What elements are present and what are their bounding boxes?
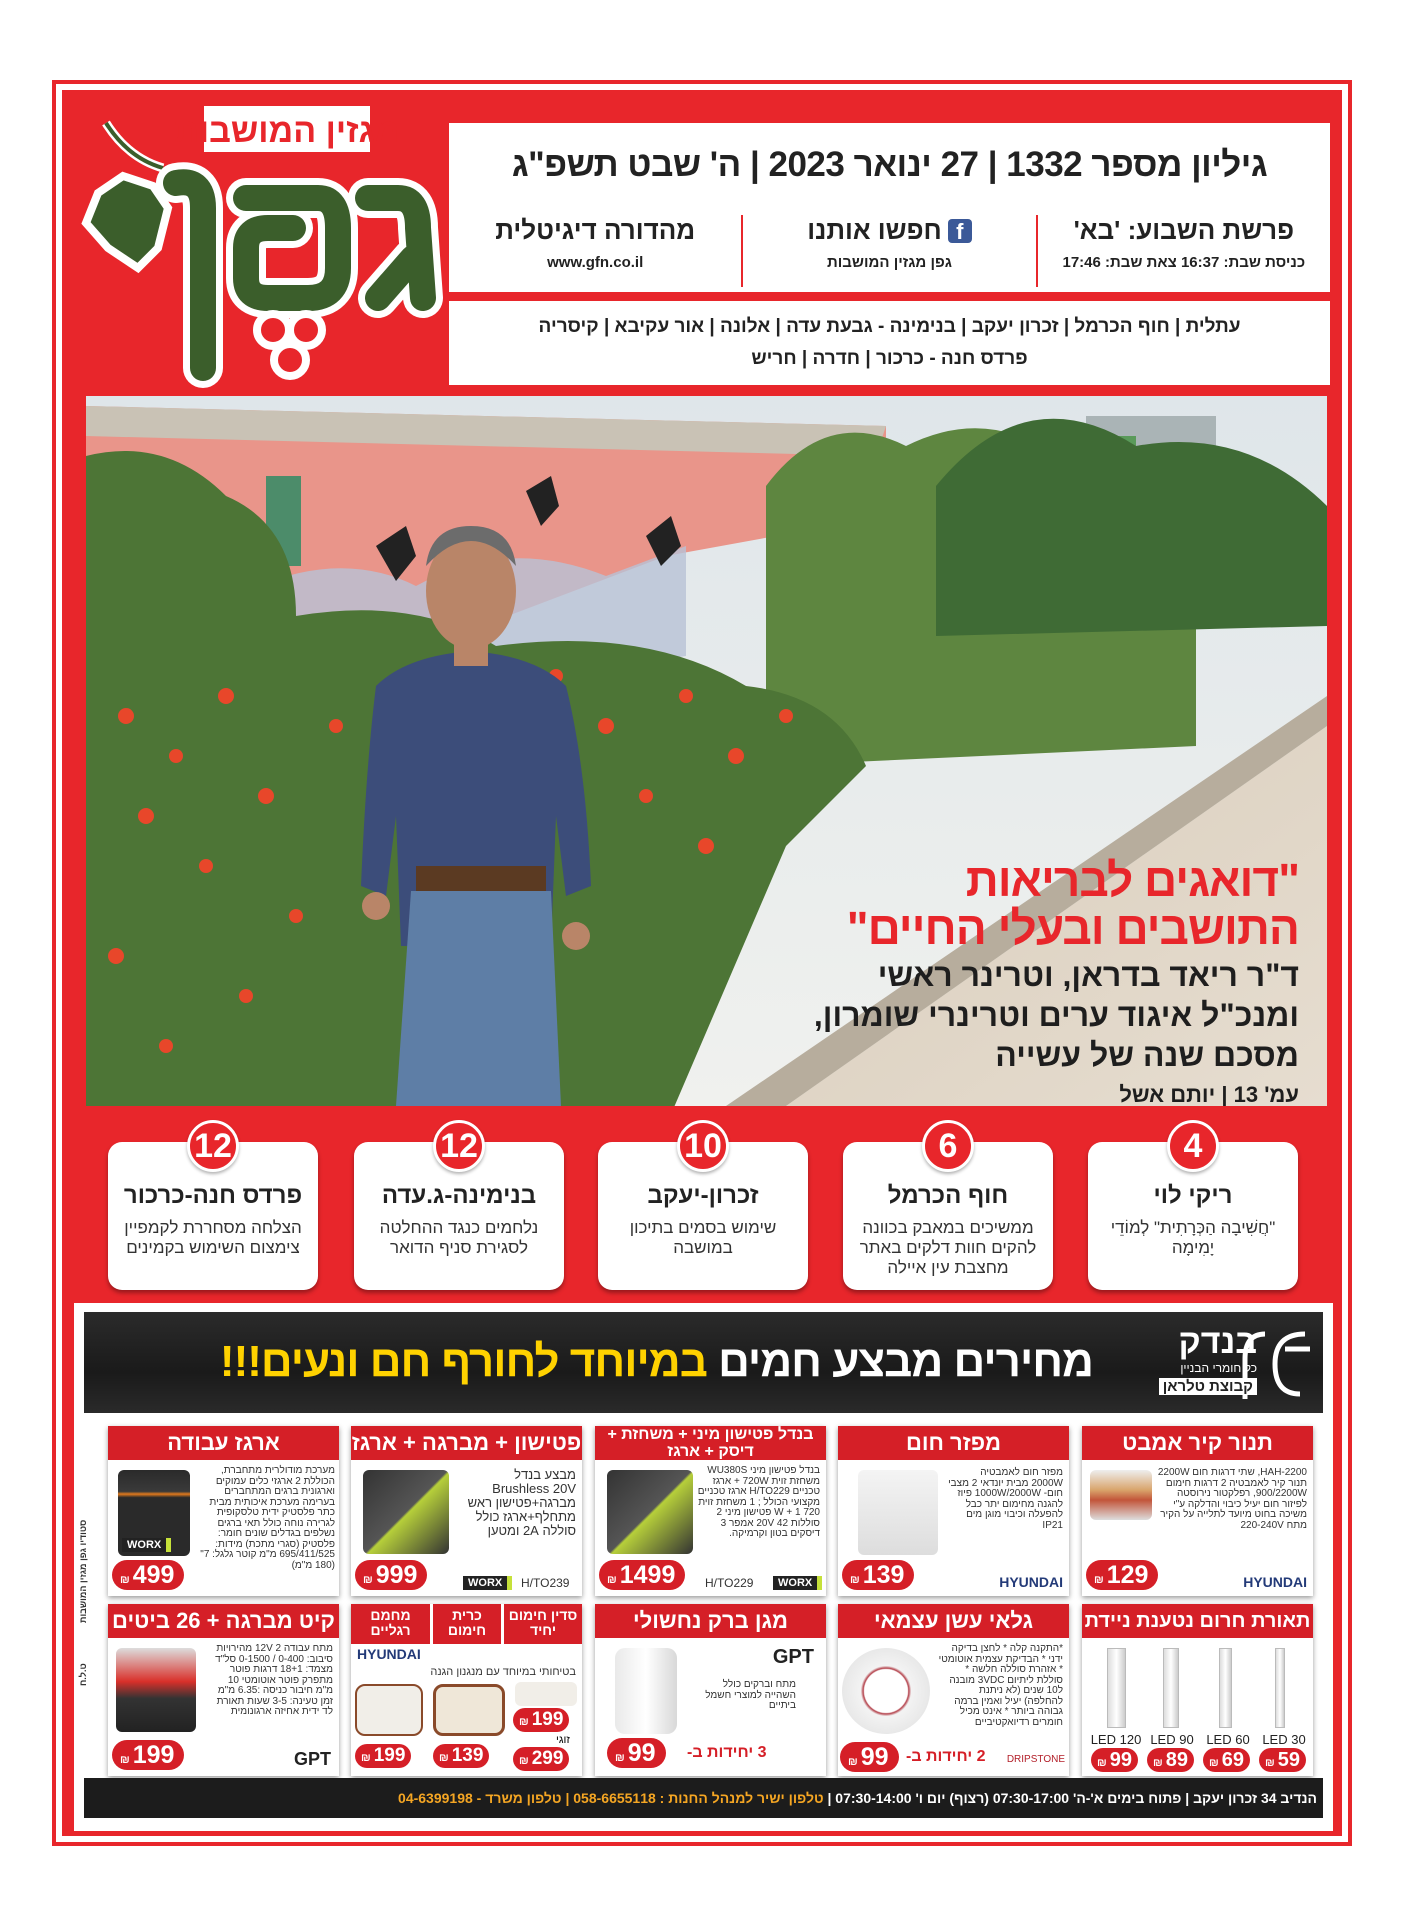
worx-logo: WORX bbox=[463, 1576, 512, 1590]
price-value: 299 bbox=[531, 1748, 564, 1769]
price-tag bbox=[112, 1560, 184, 1590]
teaser-card[interactable] bbox=[598, 1127, 808, 1290]
product-card[interactable] bbox=[838, 1426, 1069, 1596]
teaser-title: חוף הכרמל bbox=[887, 1182, 1009, 1209]
smoke-detector-image bbox=[842, 1648, 930, 1734]
product-description: *התקנה קלה * לחצן בדיקה ידני * הבדיקת עצמית אוטומטי * אזהרת סוללה חלשה * סוללת ליתיום 3VDC מובנה ל10 שנים (לא ניתנת להחלפה) יעיל ואמין ברמה גבוהה ביותר * אינט מכיל חומרים רדיואקטיביים bbox=[938, 1643, 1063, 1728]
product-title: כרית חימום bbox=[433, 1604, 501, 1644]
bandak-logo-group: קבוצת טלראן bbox=[1159, 1378, 1257, 1395]
drill-kit-image bbox=[116, 1648, 196, 1732]
product-description: HAH-2200, שתי דרגות חום 2200W תנור קיר לאמבטיה 2 דרגות חימום 900/2200W, רפלקטור נירוסטה לפיזור חום יעיל כיבוי והדלקה ע"י משיכה בחוט מיועד לתלייה על הקיר מתח 220-240V bbox=[1157, 1467, 1307, 1531]
price-value: 199 bbox=[531, 1709, 564, 1730]
product-title: ארגז עבודה bbox=[108, 1426, 339, 1460]
shekel-sign: ₪ bbox=[615, 1752, 625, 1764]
teaser-text: נלחמים כנגד ההחלטה לסגירת סניף הדואר bbox=[379, 1218, 539, 1257]
banner-slogan-white: מחירים מבצע חמים bbox=[718, 1337, 1093, 1386]
price-tag bbox=[1147, 1748, 1194, 1772]
teaser-title: ריקי לוי bbox=[1153, 1182, 1233, 1209]
product-card[interactable] bbox=[351, 1426, 582, 1596]
product-card[interactable] bbox=[1082, 1604, 1313, 1776]
ad-code: ט.ל.ח bbox=[78, 1663, 88, 1686]
shekel-sign: ₪ bbox=[120, 1574, 130, 1586]
hyundai-logo: HYUNDAI bbox=[1243, 1574, 1307, 1590]
price-value: 199 bbox=[373, 1745, 406, 1766]
surge-protector-image bbox=[615, 1648, 677, 1734]
product-card[interactable] bbox=[108, 1604, 339, 1776]
parasha-column bbox=[1036, 215, 1330, 287]
hyundai-logo: HYUNDAI bbox=[999, 1574, 1063, 1590]
product-title: תאורת חרום נטענת ניידת bbox=[1082, 1604, 1313, 1638]
teaser-card[interactable] bbox=[108, 1127, 318, 1290]
teaser-card[interactable] bbox=[354, 1127, 564, 1290]
tools-image bbox=[363, 1470, 449, 1554]
price-value: 139 bbox=[451, 1745, 484, 1766]
price-tag bbox=[355, 1744, 411, 1768]
product-description: מבצע בנדל Brushless 20V מברגה+פטישון ראש מתחלף+ארגז כולל סוללה 2A ומטען bbox=[467, 1467, 576, 1538]
product-title: מחמם רגליים bbox=[351, 1604, 430, 1644]
shekel-sign: ₪ bbox=[361, 1752, 371, 1764]
shekel-sign: ₪ bbox=[1265, 1757, 1275, 1769]
teaser-title: פרדס חנה-כרכור bbox=[123, 1182, 303, 1209]
product-title: בנדל פטישון מיני + משחזת + דיסק + ארגז bbox=[595, 1426, 826, 1460]
heating-tagline: בטיחותי במיוחד עם מנגנון הגנה bbox=[430, 1666, 576, 1678]
gefen-logo bbox=[68, 98, 448, 388]
price-tag bbox=[607, 1738, 666, 1768]
shekel-sign: ₪ bbox=[363, 1574, 373, 1586]
shekel-sign: ₪ bbox=[519, 1755, 529, 1767]
price-value: 129 bbox=[1106, 1561, 1149, 1589]
product-title: תנור קיר אמבט bbox=[1082, 1426, 1313, 1460]
product-description: בנדל פטישון מיני WU380S משחזת זוית 720W + ארגז טכניים H/TO229 ארגז טכניים מקצועי הכולל ; 1 משחזת זוית 720 W + 1 פטישון מיני 2 סוללות 42 20V אמפר 3 דיסקים בטון וקרמיקה. bbox=[697, 1465, 820, 1539]
localities-line-2: פרדס חנה - כרכור | חדרה | חריש bbox=[751, 348, 1028, 369]
store-address-hours: הנדיב 34 זכרון יעקב | פתוח בימים א'-ה' 07:30-17:00 (רצוף) יום ו' 07:30-14:00 | bbox=[827, 1790, 1317, 1806]
gpt-logo: GPT bbox=[772, 1646, 814, 1668]
website-link[interactable]: www.gfn.co.il bbox=[547, 254, 644, 271]
product-description: מתח עבודה 12V 2 מהירויות סיבוב: 0-400 / 0-1500 סל"ד מצמד: 18+1 דרגות פוטר מתפרק פוטר אוטומטי 10 מ"מ חיבור כניסה :6.35 מ"מ זמן טעינה: 3-5 שעות תאורת לד ידית אחיזה ארגונומית bbox=[215, 1643, 333, 1717]
parasha-title: פרשת השבוע: 'בא' bbox=[1073, 215, 1295, 245]
foot-warmer-image bbox=[355, 1684, 423, 1736]
price-value: 89 bbox=[1165, 1749, 1188, 1771]
gpt-logo: GPT bbox=[293, 1749, 331, 1769]
price-tag bbox=[433, 1744, 489, 1768]
teaser-text: ממשיכים במאבק בכוונה להקים חוות דלקים באתר מחצבת עין איילה bbox=[859, 1218, 1037, 1277]
cover-photo bbox=[86, 396, 1327, 1106]
led-model-label: LED 60 bbox=[1206, 1732, 1250, 1747]
hyundai-logo: HYUNDAI bbox=[357, 1646, 421, 1662]
price-value: 499 bbox=[132, 1561, 175, 1589]
facebook-title: חפשו אותנו bbox=[807, 215, 942, 245]
led-light-image bbox=[1275, 1648, 1285, 1728]
price-tag bbox=[112, 1740, 184, 1770]
product-card[interactable] bbox=[595, 1604, 826, 1776]
page-number-badge: 10 bbox=[677, 1120, 729, 1172]
product-card[interactable] bbox=[595, 1426, 826, 1596]
led-model-label: LED 30 bbox=[1262, 1732, 1306, 1747]
price-tag bbox=[1091, 1748, 1138, 1772]
banner-slogan-yellow: במיוחד לחורף חם ונעים!!! bbox=[219, 1337, 707, 1386]
worx-logo: WORX bbox=[122, 1538, 171, 1552]
svg-text:מגזין המושבות: מגזין המושבות bbox=[174, 112, 400, 150]
price-value: 59 bbox=[1277, 1749, 1300, 1771]
page-number-badge: 12 bbox=[433, 1120, 485, 1172]
led-light-image bbox=[1219, 1648, 1232, 1728]
localities-line-1: עתלית | חוף הכרמל | זכרון יעקב | בנימינה - גבעת עדה | אלונה | אור עקיבא | קיסריה bbox=[538, 316, 1241, 337]
side-credit bbox=[78, 1520, 100, 1780]
price-tag bbox=[1203, 1748, 1250, 1772]
price-tag bbox=[842, 1560, 914, 1590]
model-number: H/TO239 bbox=[521, 1576, 570, 1590]
heater-image bbox=[1090, 1470, 1152, 1520]
heating-pad-image bbox=[433, 1684, 505, 1736]
price-tag bbox=[1086, 1560, 1158, 1590]
product-card[interactable] bbox=[351, 1604, 582, 1776]
product-title: קיט מברגה + 26 ביטים bbox=[108, 1604, 339, 1638]
shekel-sign: ₪ bbox=[850, 1574, 860, 1586]
price-value: 139 bbox=[862, 1561, 905, 1589]
headline-line-2: התושבים ובעלי החיים" bbox=[846, 902, 1299, 954]
banner-slogan bbox=[220, 1332, 1093, 1392]
facebook-icon[interactable]: f bbox=[948, 219, 972, 243]
shekel-sign: ₪ bbox=[519, 1716, 529, 1728]
double-size-label: זוגי bbox=[556, 1734, 570, 1746]
price-tag bbox=[355, 1560, 427, 1590]
product-card[interactable] bbox=[1082, 1426, 1313, 1596]
model-number: H/TO229 bbox=[705, 1576, 754, 1590]
shekel-sign: ₪ bbox=[1094, 1574, 1104, 1586]
teaser-card[interactable] bbox=[843, 1127, 1053, 1290]
price-value: 999 bbox=[375, 1561, 418, 1589]
subhead-line-3: מסכם שנה של עשייה bbox=[995, 1037, 1299, 1073]
product-description: מערכת מודולרית מתחברת, הכוללת 2 ארגזי כלים עמוקים וארגונית ברגים המתחברים בערימה מערכת איכותית מבית כתר פלסטיק ידית טלסקופית לגרירה נוחה כולל תאי ברגים נשלפים בגדלים שונים חומר: פלסטיק (סגרי מתכת) מידות: 695/411/525 מ"מ קוטר גלגל: 7" (180 מ"מ) bbox=[200, 1465, 335, 1571]
price-value: 99 bbox=[860, 1743, 889, 1771]
price-value: 99 bbox=[1109, 1749, 1132, 1771]
led-light-image bbox=[1107, 1648, 1126, 1728]
price-tag bbox=[599, 1560, 685, 1590]
digital-edition-title: מהדורה דיגיטלית bbox=[495, 215, 696, 245]
price-value: 199 bbox=[132, 1741, 175, 1769]
promo-text: 3 יחידות ב- bbox=[687, 1744, 767, 1761]
teaser-text: הצלחה מסחררת לקמפיין צימצום השימוש בקמינים bbox=[124, 1218, 302, 1257]
bandak-logo bbox=[1115, 1324, 1315, 1402]
product-card[interactable] bbox=[108, 1426, 339, 1596]
shekel-sign: ₪ bbox=[1209, 1757, 1219, 1769]
teaser-cards bbox=[0, 1127, 1401, 1292]
led-light-image bbox=[1163, 1648, 1179, 1728]
teaser-card[interactable] bbox=[1088, 1127, 1298, 1290]
issue-line: גיליון מספר 1332 | 27 ינואר 2023 | ה' שבט תשפ"ג bbox=[511, 145, 1268, 184]
shekel-sign: ₪ bbox=[1097, 1757, 1107, 1769]
studio-credit: סטודיו גפן מגזין המושבות bbox=[78, 1520, 88, 1624]
shekel-sign: ₪ bbox=[120, 1754, 130, 1766]
headline-line-1: "דואגים לבריאות bbox=[965, 854, 1299, 906]
teaser-title: זכרון-יעקב bbox=[647, 1182, 759, 1209]
digital-edition-column bbox=[449, 215, 741, 287]
shekel-sign: ₪ bbox=[439, 1752, 449, 1764]
page-number-badge: 12 bbox=[187, 1120, 239, 1172]
product-description: מתח וברקים כולל השהייה למוצרי חשמל ביתיים bbox=[705, 1679, 796, 1711]
product-title: סדין חימום יחיד bbox=[504, 1604, 582, 1644]
product-title: מפזר חום bbox=[838, 1426, 1069, 1460]
product-title: מגן ברק נחשולי bbox=[595, 1604, 826, 1638]
product-title: גלאי עשן עצמאי bbox=[838, 1604, 1069, 1638]
shekel-sign: ₪ bbox=[848, 1756, 858, 1768]
bandak-advertisement bbox=[74, 1303, 1333, 1831]
store-info-bar bbox=[84, 1778, 1323, 1818]
price-value: 99 bbox=[627, 1739, 656, 1767]
bandak-logo-sub: כל חומרי הבניין bbox=[1180, 1361, 1257, 1375]
price-value: 69 bbox=[1221, 1749, 1244, 1771]
subhead-line-1: ד"ר ריאד בדראן, וטרינר ראשי bbox=[877, 957, 1299, 993]
fan-heater-image bbox=[858, 1470, 938, 1555]
page-number-badge: 4 bbox=[1167, 1120, 1219, 1172]
dripstone-logo: DRIPSTONE bbox=[1006, 1754, 1065, 1765]
issue-info-box bbox=[449, 123, 1330, 292]
worx-logo: WORX bbox=[773, 1576, 822, 1590]
tools-image bbox=[607, 1470, 693, 1554]
price-value: 1499 bbox=[619, 1561, 676, 1589]
product-description: מפזר חום לאמבטיה 2000W מבית יונדאי 2 מצבי חום- 1000W/2000W פיוז להגנה מחימום יתר כבל להפעלה וכיבוי מוגן מים IP21 bbox=[948, 1467, 1063, 1531]
localities-box bbox=[449, 301, 1330, 385]
product-title: פטישון + מברגה + ארגז bbox=[351, 1426, 582, 1460]
shabbat-times: כניסת שבת: 16:37 צאת שבת: 17:46 bbox=[1062, 254, 1306, 271]
byline: עמ' 13 | יותם אשל bbox=[1119, 1082, 1299, 1106]
price-tag bbox=[1259, 1748, 1306, 1772]
product-card[interactable] bbox=[838, 1604, 1069, 1776]
page-number-badge: 6 bbox=[922, 1120, 974, 1172]
store-phones: טלפון ישיר למנהל החנות : 058-6655118 | טלפון משרד - 04-6399198 bbox=[398, 1790, 828, 1806]
heating-sheet-image bbox=[515, 1682, 577, 1706]
cover-headline[interactable] bbox=[699, 856, 1299, 1106]
price-tag bbox=[513, 1708, 569, 1732]
teaser-text: "חֲשִׁיבָה הַכְּרָתִית" לְמוֹדֵי יָמִימָה bbox=[1110, 1218, 1276, 1257]
teaser-title: בנימינה-ג.עדה bbox=[381, 1182, 537, 1209]
subhead-line-2: ומנכ"ל איגוד ערים וטרינרי שומרון, bbox=[813, 997, 1299, 1033]
promo-text: 2 יחידות ב- bbox=[906, 1748, 986, 1765]
price-tag bbox=[840, 1742, 899, 1772]
led-model-label: LED 120 bbox=[1090, 1732, 1142, 1747]
shekel-sign: ₪ bbox=[1153, 1757, 1163, 1769]
facebook-column[interactable] bbox=[741, 215, 1035, 287]
ad-banner bbox=[84, 1312, 1323, 1413]
facebook-page-name: גפן מגזין המושבות bbox=[827, 254, 952, 271]
shekel-sign: ₪ bbox=[607, 1574, 617, 1586]
bandak-logo-name: בנדק bbox=[1178, 1323, 1257, 1361]
teaser-text: שימוש בסמים בתיכון במושבה bbox=[629, 1218, 777, 1257]
led-model-label: LED 90 bbox=[1150, 1732, 1194, 1747]
price-tag bbox=[513, 1747, 569, 1771]
